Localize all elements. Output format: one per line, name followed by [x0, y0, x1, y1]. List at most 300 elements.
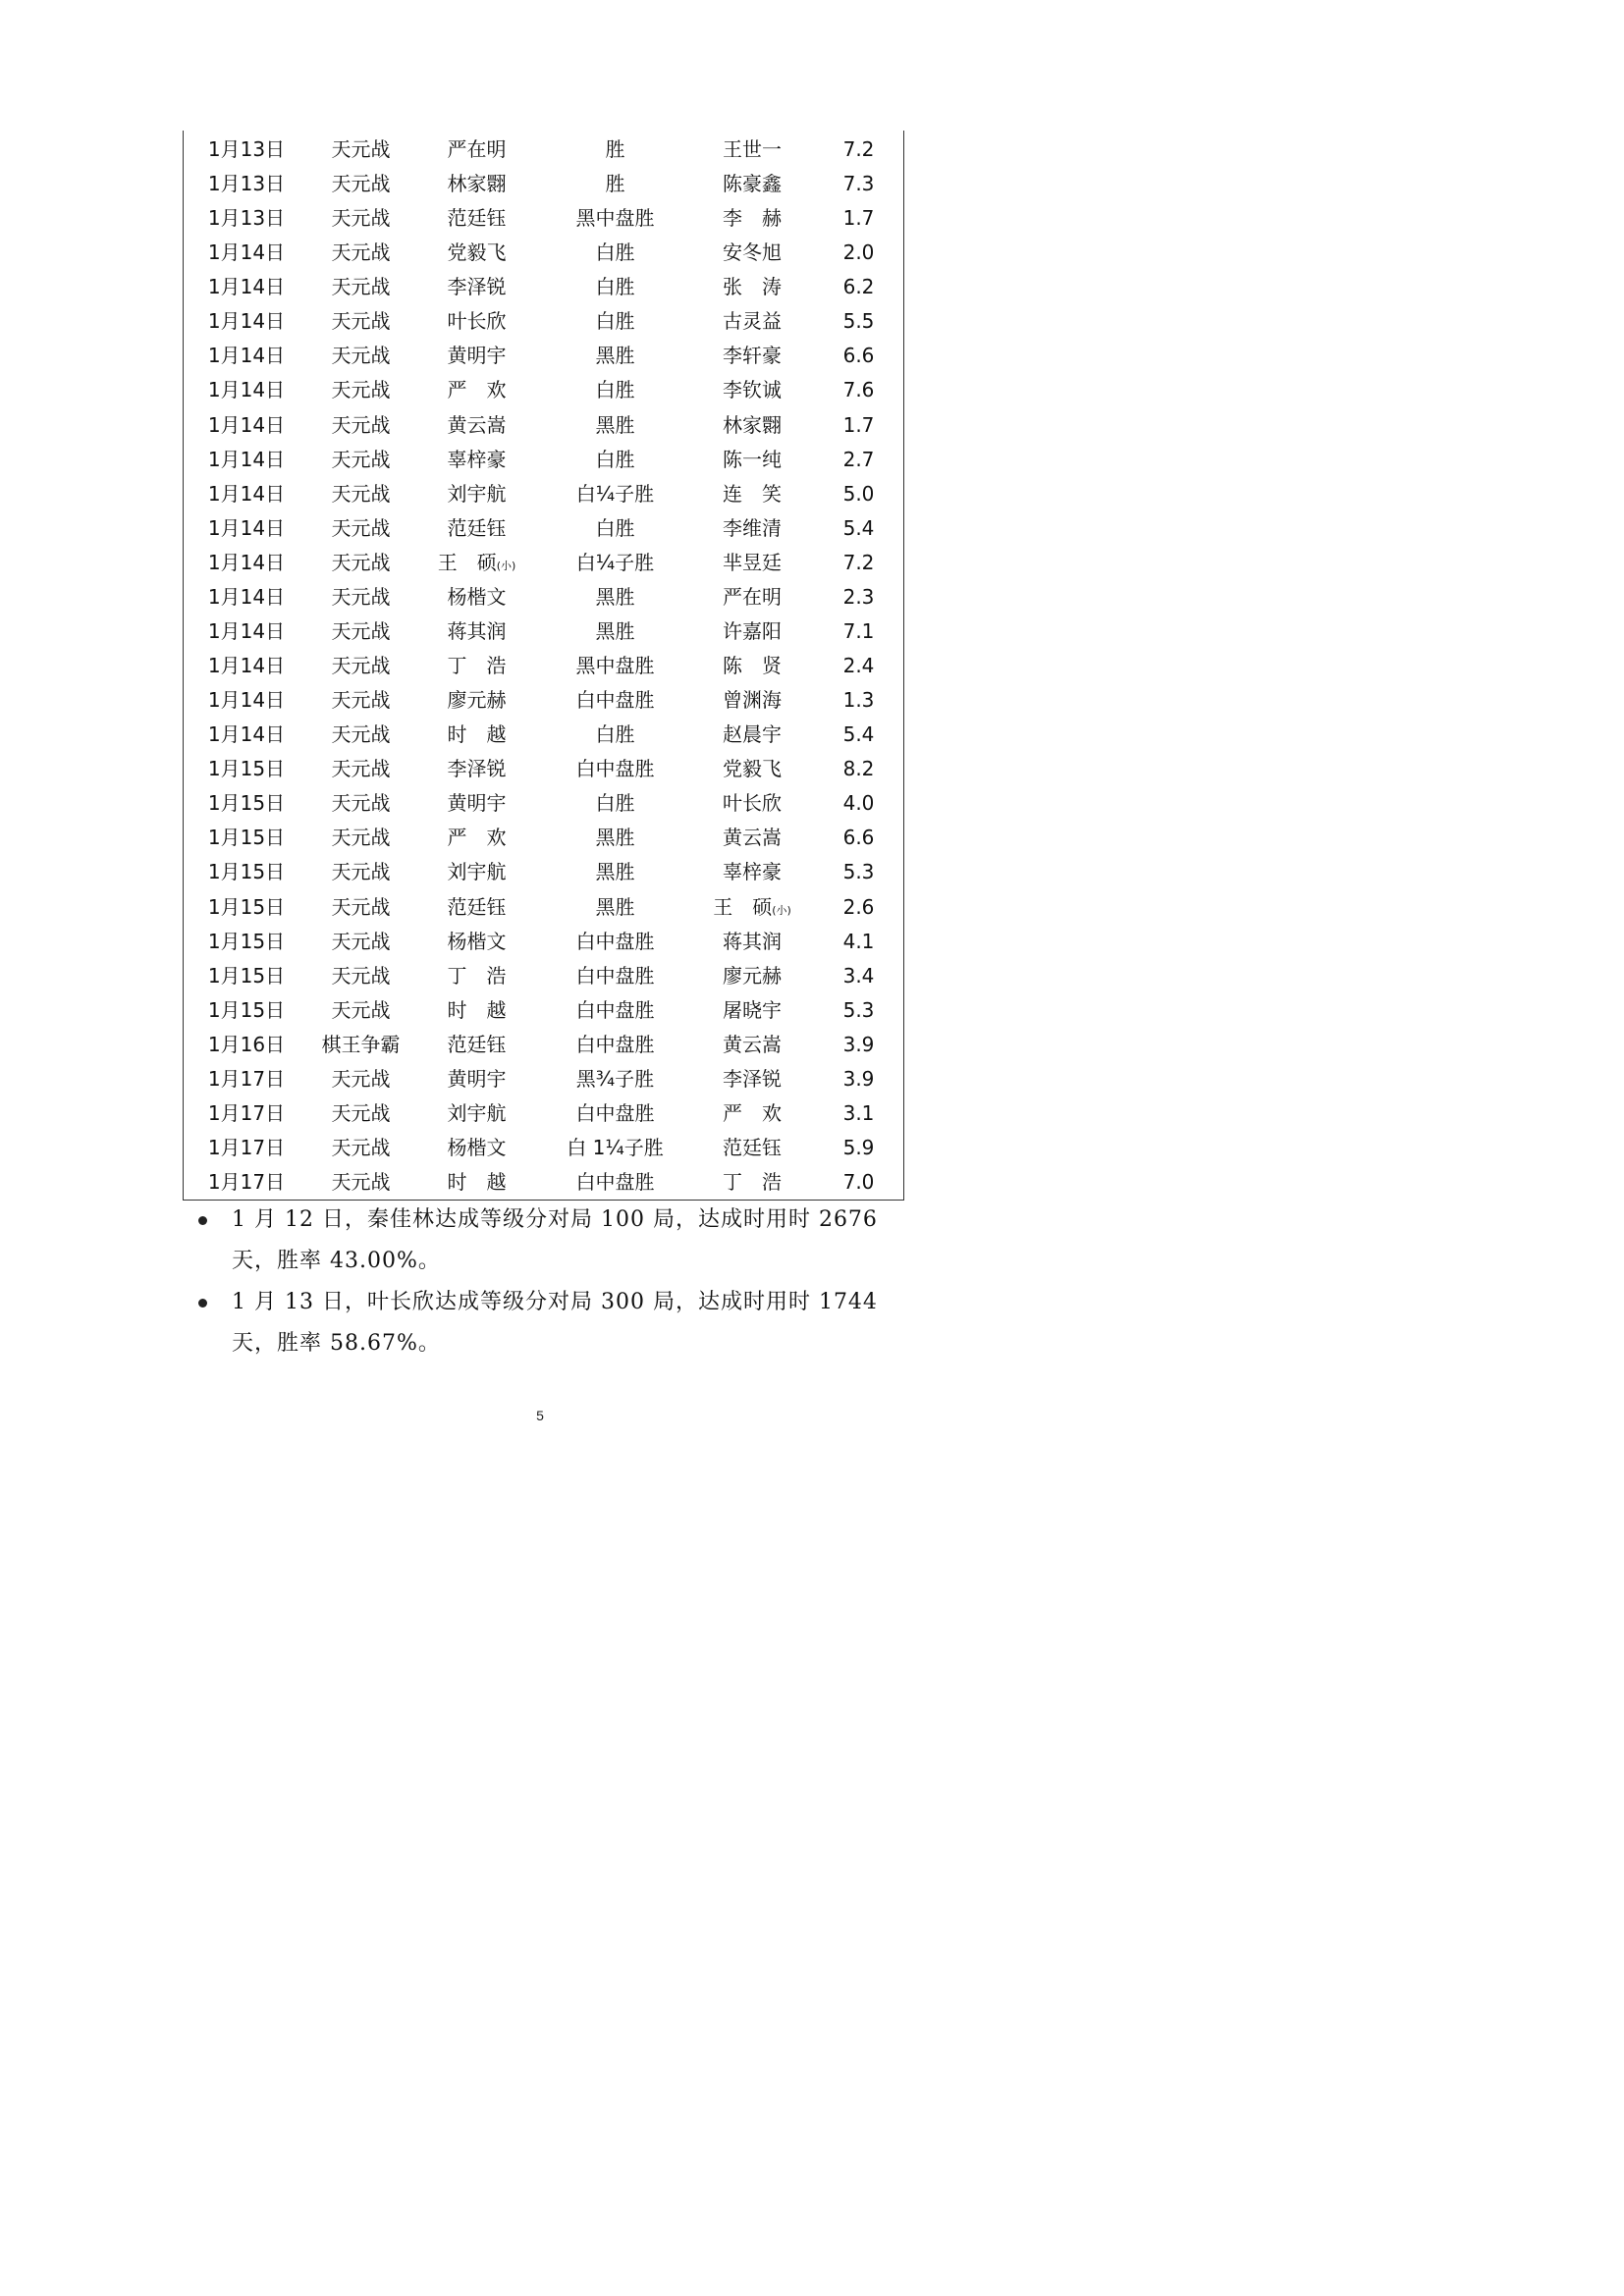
white-player-cell-text: 丁 浩	[723, 1170, 782, 1195]
black-player-cell-text: 黄明宇	[447, 344, 507, 368]
event-cell	[299, 270, 422, 304]
score-cell	[817, 1096, 900, 1131]
date-cell	[184, 1062, 309, 1096]
white-player-cell	[688, 133, 816, 167]
date-cell	[184, 580, 309, 614]
table-row	[184, 786, 905, 821]
table-row	[184, 925, 905, 959]
date-cell	[184, 201, 309, 236]
score-cell	[817, 1131, 900, 1165]
white-player-cell	[688, 304, 816, 339]
event-cell	[299, 236, 422, 270]
date-cell-text: 1月14日	[207, 309, 286, 334]
event-cell-text: 天元战	[331, 275, 391, 299]
black-player-cell	[415, 925, 538, 959]
result-cell-text: 黑胜	[595, 860, 635, 884]
white-player-cell-text: 李维清	[723, 515, 782, 540]
black-player-cell	[415, 1096, 538, 1131]
white-player-cell-text: 陈一纯	[723, 447, 782, 471]
result-cell	[549, 443, 681, 477]
table-row	[184, 201, 905, 236]
table-row	[184, 855, 905, 889]
result-cell	[549, 167, 681, 201]
black-player-cell	[415, 752, 538, 786]
date-cell-text: 1月15日	[207, 757, 286, 781]
date-cell-text: 1月14日	[207, 515, 286, 540]
date-cell-text: 1月17日	[207, 1170, 286, 1195]
date-cell	[184, 1165, 309, 1200]
score-cell	[817, 546, 900, 580]
date-cell-text: 1月14日	[207, 618, 286, 643]
score-cell-text: 7.3	[842, 172, 875, 196]
score-cell	[817, 1062, 900, 1096]
black-player-cell	[415, 993, 538, 1028]
white-player-cell-text: 范廷钰	[723, 1136, 782, 1160]
table-row	[184, 339, 905, 373]
table-row	[184, 718, 905, 752]
result-cell	[549, 580, 681, 614]
score-cell	[817, 236, 900, 270]
white-player-cell	[688, 339, 816, 373]
score-cell-text: 3.4	[842, 963, 875, 988]
event-cell-text: 天元战	[331, 137, 391, 161]
black-player-cell-text: 严 欢	[447, 378, 507, 402]
black-player-cell-text: 林家翾	[447, 172, 507, 196]
event-cell-text: 天元战	[331, 515, 391, 540]
white-player-cell-text: 赵晨宇	[723, 722, 782, 747]
result-cell	[549, 236, 681, 270]
event-cell-text: 天元战	[331, 309, 391, 334]
score-cell-text: 3.9	[842, 1066, 875, 1091]
black-player-cell-text: 辜梓豪	[447, 447, 507, 471]
score-cell	[817, 270, 900, 304]
score-cell-text: 7.2	[842, 137, 875, 161]
score-cell-text: 4.1	[842, 929, 875, 953]
event-cell	[299, 580, 422, 614]
event-cell	[299, 546, 422, 580]
result-cell-text: 黑胜	[595, 826, 635, 850]
event-cell	[299, 890, 422, 925]
date-cell-text: 1月17日	[207, 1100, 286, 1125]
black-player-cell	[415, 855, 538, 889]
event-cell	[299, 925, 422, 959]
white-player-cell	[688, 786, 816, 821]
white-player-cell	[688, 167, 816, 201]
white-player-cell-text: 连 笑	[723, 481, 782, 506]
black-player-cell	[415, 236, 538, 270]
black-player-cell-text: 李泽锐	[447, 757, 507, 781]
result-cell	[549, 683, 681, 718]
result-cell	[549, 925, 681, 959]
result-cell	[549, 201, 681, 236]
date-cell	[184, 270, 309, 304]
event-cell	[299, 133, 422, 167]
result-cell	[549, 614, 681, 649]
date-cell-text: 1月13日	[207, 172, 286, 196]
white-player-cell-text: 李 赫	[723, 206, 782, 231]
event-cell-text: 天元战	[331, 929, 391, 953]
date-cell	[184, 786, 309, 821]
white-player-cell-text: 辜梓豪	[723, 860, 782, 884]
white-player-cell	[688, 1165, 816, 1200]
date-cell	[184, 649, 309, 683]
score-cell	[817, 580, 900, 614]
event-cell	[299, 1165, 422, 1200]
white-player-cell-text: 黄云嵩	[723, 826, 782, 850]
event-cell-text: 天元战	[331, 826, 391, 850]
black-player-cell-text: 杨楷文	[447, 929, 507, 953]
black-player-cell-text: 范廷钰	[447, 1032, 507, 1056]
date-cell-text: 1月14日	[207, 344, 286, 368]
table-row	[184, 1028, 905, 1062]
white-player-cell	[688, 1131, 816, 1165]
page-number: 5	[536, 1408, 544, 1423]
date-cell	[184, 167, 309, 201]
black-player-cell-text: 黄明宇	[447, 791, 507, 816]
event-cell	[299, 821, 422, 855]
event-cell-text: 天元战	[331, 791, 391, 816]
white-player-cell	[688, 855, 816, 889]
score-cell-text: 1.7	[842, 206, 875, 231]
result-cell-text: 黑胜	[595, 894, 635, 919]
score-cell	[817, 201, 900, 236]
date-cell-text: 1月14日	[207, 240, 286, 265]
white-player-cell-text: 古灵益	[723, 309, 782, 334]
table-row	[184, 1096, 905, 1131]
event-cell	[299, 855, 422, 889]
date-cell	[184, 408, 309, 443]
result-cell	[549, 649, 681, 683]
white-player-cell-text: 李轩豪	[723, 344, 782, 368]
event-cell-text: 棋王争霸	[321, 1032, 401, 1056]
score-cell	[817, 373, 900, 407]
score-cell-text: 2.6	[842, 894, 875, 919]
result-cell	[549, 270, 681, 304]
event-cell	[299, 373, 422, 407]
table-row	[184, 821, 905, 855]
result-cell	[549, 959, 681, 993]
result-cell-text: 白¼子胜	[575, 481, 655, 506]
table-row	[184, 1062, 905, 1096]
result-cell	[549, 890, 681, 925]
white-player-cell	[688, 993, 816, 1028]
score-cell	[817, 959, 900, 993]
result-cell-text: 黑胜	[595, 344, 635, 368]
date-cell	[184, 821, 309, 855]
white-player-cell-text: 林家翾	[723, 412, 782, 437]
result-cell-text: 白中盘胜	[575, 1170, 655, 1195]
black-player-cell-text: 王 硕	[437, 550, 497, 574]
event-cell-text: 天元战	[331, 344, 391, 368]
date-cell	[184, 993, 309, 1028]
white-player-cell-text: 李钦诚	[723, 378, 782, 402]
event-cell	[299, 786, 422, 821]
game-results-table	[183, 131, 904, 1201]
black-player-cell-text: 刘宇航	[447, 481, 507, 506]
result-cell	[549, 993, 681, 1028]
result-cell-text: 白胜	[595, 791, 635, 816]
score-cell-text: 2.4	[842, 654, 875, 678]
white-player-cell	[688, 546, 816, 580]
white-player-cell-text: 严在明	[723, 584, 782, 609]
score-cell-text: 5.5	[842, 309, 875, 334]
score-cell-text: 7.6	[842, 378, 875, 402]
white-player-cell	[688, 511, 816, 546]
date-cell-text: 1月14日	[207, 688, 286, 713]
score-cell	[817, 477, 900, 511]
result-cell-text: 白中盘胜	[575, 997, 655, 1022]
event-cell	[299, 511, 422, 546]
black-player-cell-text: 李泽锐	[447, 275, 507, 299]
white-player-cell	[688, 201, 816, 236]
event-cell	[299, 1096, 422, 1131]
table-row	[184, 511, 905, 546]
black-player-cell	[415, 304, 538, 339]
black-player-cell	[415, 339, 538, 373]
result-cell-text: 白中盘胜	[575, 688, 655, 713]
white-player-cell	[688, 925, 816, 959]
white-player-cell	[688, 959, 816, 993]
score-cell-text: 2.0	[842, 240, 875, 265]
black-player-cell-text: 范廷钰	[447, 206, 507, 231]
score-cell-text: 5.4	[842, 515, 875, 540]
event-cell-text: 天元战	[331, 722, 391, 747]
event-cell	[299, 1062, 422, 1096]
result-cell	[549, 752, 681, 786]
black-player-cell-text: 严 欢	[447, 826, 507, 850]
table-row	[184, 373, 905, 407]
score-cell	[817, 925, 900, 959]
date-cell-text: 1月14日	[207, 722, 286, 747]
event-cell-text: 天元战	[331, 618, 391, 643]
score-cell	[817, 408, 900, 443]
date-cell-text: 1月14日	[207, 481, 286, 506]
result-cell	[549, 1096, 681, 1131]
result-cell	[549, 786, 681, 821]
black-player-cell-text: 刘宇航	[447, 860, 507, 884]
table-row	[184, 993, 905, 1028]
event-cell	[299, 304, 422, 339]
score-cell	[817, 443, 900, 477]
score-cell-text: 6.6	[842, 344, 875, 368]
black-player-cell-text: 蒋其润	[447, 618, 507, 643]
table-row	[184, 614, 905, 649]
score-cell-text: 6.6	[842, 826, 875, 850]
result-cell-text: 白胜	[595, 240, 635, 265]
event-cell-text: 天元战	[331, 654, 391, 678]
white-player-cell-text: 王 硕	[713, 894, 773, 919]
black-player-cell-text: 范廷钰	[447, 894, 507, 919]
score-cell	[817, 304, 900, 339]
result-cell-text: 白中盘胜	[575, 963, 655, 988]
event-cell	[299, 167, 422, 201]
result-cell-text: 黑胜	[595, 618, 635, 643]
score-cell	[817, 786, 900, 821]
result-cell-text: 黑中盘胜	[575, 206, 655, 231]
event-cell-text: 天元战	[331, 1170, 391, 1195]
black-player-cell	[415, 786, 538, 821]
event-cell-text: 天元战	[331, 1100, 391, 1125]
score-cell	[817, 890, 900, 925]
black-player-cell	[415, 133, 538, 167]
black-player-cell	[415, 890, 538, 925]
white-player-cell-text: 芈昱廷	[723, 550, 782, 574]
score-cell	[817, 1165, 900, 1200]
event-cell	[299, 443, 422, 477]
black-player-cell-text: 丁 浩	[447, 963, 507, 988]
white-player-cell-text: 陈豪鑫	[723, 172, 782, 196]
result-cell	[549, 1028, 681, 1062]
score-cell	[817, 1028, 900, 1062]
result-cell-text: 胜	[605, 172, 625, 196]
white-player-cell-text: 安冬旭	[723, 240, 782, 265]
black-player-cell	[415, 580, 538, 614]
score-cell-text: 5.3	[842, 997, 875, 1022]
white-player-cell	[688, 373, 816, 407]
white-player-cell	[688, 821, 816, 855]
black-player-cell-text: 廖元赫	[447, 688, 507, 713]
date-cell-text: 1月15日	[207, 860, 286, 884]
date-cell	[184, 133, 309, 167]
black-player-cell	[415, 373, 538, 407]
score-cell	[817, 993, 900, 1028]
white-player-cell	[688, 408, 816, 443]
result-cell	[549, 546, 681, 580]
result-cell-text: 白胜	[595, 378, 635, 402]
note-line: 天，胜率 58.67%。	[232, 1331, 441, 1356]
table-row	[184, 443, 905, 477]
table-row	[184, 890, 905, 925]
date-cell-text: 1月15日	[207, 963, 286, 988]
note-item	[192, 1282, 919, 1364]
result-cell-text: 白胜	[595, 515, 635, 540]
event-cell-text: 天元战	[331, 860, 391, 884]
white-player-cell-text: 屠晓宇	[723, 997, 782, 1022]
date-cell	[184, 511, 309, 546]
result-cell-text: 白中盘胜	[575, 929, 655, 953]
score-cell-text: 8.2	[842, 757, 875, 781]
event-cell	[299, 959, 422, 993]
date-cell-text: 1月14日	[207, 550, 286, 574]
event-cell	[299, 339, 422, 373]
result-cell-text: 白胜	[595, 722, 635, 747]
score-cell	[817, 511, 900, 546]
score-cell-text: 2.3	[842, 584, 875, 609]
score-cell-text: 5.3	[842, 860, 875, 884]
black-player-cell-text: 杨楷文	[447, 584, 507, 609]
black-player-cell-text: 黄明宇	[447, 1066, 507, 1091]
date-cell	[184, 477, 309, 511]
score-cell-text: 3.1	[842, 1100, 875, 1125]
white-player-cell-text: 李泽锐	[723, 1066, 782, 1091]
result-cell-text: 胜	[605, 137, 625, 161]
black-player-cell	[415, 683, 538, 718]
result-cell-text: 白胜	[595, 447, 635, 471]
black-player-cell	[415, 649, 538, 683]
table-row	[184, 649, 905, 683]
result-cell-text: 黑胜	[595, 584, 635, 609]
event-cell-text: 天元战	[331, 447, 391, 471]
white-player-cell	[688, 890, 816, 928]
event-cell-text: 天元战	[331, 378, 391, 402]
event-cell-text: 天元战	[331, 550, 391, 574]
result-cell-text: 白¼子胜	[575, 550, 655, 574]
white-player-cell	[688, 1062, 816, 1096]
table-row	[184, 133, 905, 167]
score-cell-text: 5.0	[842, 481, 875, 506]
white-player-cell	[688, 1028, 816, 1062]
junior-marker: (小)	[772, 903, 791, 917]
date-cell-text: 1月14日	[207, 412, 286, 437]
event-cell-text: 天元战	[331, 894, 391, 919]
result-cell-text: 白 1¼子胜	[567, 1136, 664, 1160]
score-cell	[817, 752, 900, 786]
date-cell	[184, 925, 309, 959]
score-cell	[817, 339, 900, 373]
black-player-cell-text: 严在明	[447, 137, 507, 161]
white-player-cell-text: 王世一	[723, 137, 782, 161]
date-cell	[184, 373, 309, 407]
result-cell-text: 白中盘胜	[575, 1032, 655, 1056]
score-cell-text: 3.9	[842, 1032, 875, 1056]
table-row	[184, 236, 905, 270]
result-cell-text: 黑中盘胜	[575, 654, 655, 678]
result-cell	[549, 339, 681, 373]
score-cell	[817, 855, 900, 889]
note-item	[192, 1200, 919, 1282]
junior-marker: (小)	[496, 559, 516, 572]
black-player-cell-text: 时 越	[447, 1170, 507, 1195]
note-line: 1 月 12 日，秦佳林达成等级分对局 100 局，达成时用时 2676	[232, 1207, 878, 1232]
date-cell	[184, 443, 309, 477]
result-cell	[549, 718, 681, 752]
result-cell	[549, 373, 681, 407]
white-player-cell	[688, 752, 816, 786]
event-cell	[299, 752, 422, 786]
date-cell	[184, 683, 309, 718]
black-player-cell	[415, 408, 538, 443]
white-player-cell-text: 严 欢	[723, 1100, 782, 1125]
result-cell-text: 白胜	[595, 275, 635, 299]
result-cell	[549, 821, 681, 855]
black-player-cell	[415, 546, 538, 583]
black-player-cell	[415, 270, 538, 304]
result-cell-text: 白中盘胜	[575, 1100, 655, 1125]
result-cell	[549, 1131, 681, 1165]
white-player-cell-text: 陈 贤	[723, 654, 782, 678]
white-player-cell-text: 党毅飞	[723, 757, 782, 781]
black-player-cell	[415, 477, 538, 511]
white-player-cell	[688, 718, 816, 752]
date-cell	[184, 855, 309, 889]
result-cell	[549, 511, 681, 546]
black-player-cell	[415, 959, 538, 993]
result-cell-text: 黑¾子胜	[575, 1066, 655, 1091]
table-row	[184, 959, 905, 993]
score-cell-text: 6.2	[842, 275, 875, 299]
date-cell	[184, 236, 309, 270]
date-cell-text: 1月14日	[207, 275, 286, 299]
table-row	[184, 1131, 905, 1165]
date-cell	[184, 1096, 309, 1131]
score-cell-text: 5.9	[842, 1136, 875, 1160]
black-player-cell-text: 刘宇航	[447, 1100, 507, 1125]
black-player-cell	[415, 1028, 538, 1062]
black-player-cell-text: 党毅飞	[447, 240, 507, 265]
date-cell-text: 1月14日	[207, 654, 286, 678]
white-player-cell	[688, 270, 816, 304]
date-cell	[184, 718, 309, 752]
